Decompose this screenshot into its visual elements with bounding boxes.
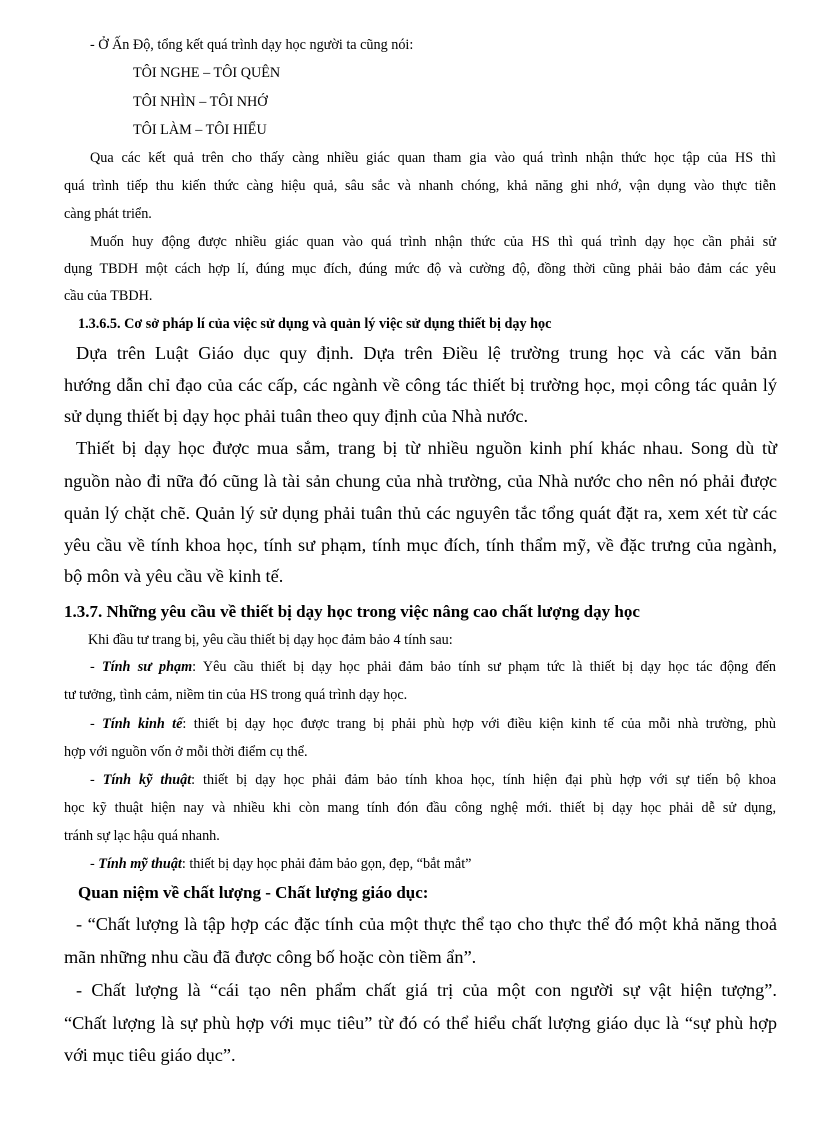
list-item: - Tính mỹ thuật: thiết bị dạy học phải đảm bảo gọn, đẹp, “bắt mắt” [90,856,472,872]
paragraph-line: hướng dẫn chỉ đạo của các cấp, các ngành về công tác thiết bị trường học, mọi công tác quản lý [64,375,777,395]
paragraph-line: quá trình tiếp thu kiến thức càng hiệu quả, sâu sắc và nhanh chóng, khả năng ghi nhớ, vận dụng vào thực tiễn [64,178,776,194]
section-heading: 1.3.6.5. Cơ sở pháp lí của việc sử dụng và quản lý việc sử dụng thiết bị dạy học [78,316,552,332]
paragraph-line: bộ môn và yêu cầu về kinh tế. [64,566,284,586]
list-item-continuation: hợp với nguồn vốn ở mỗi thời điểm cụ thể. [64,744,308,760]
paragraph-line: mãn những nhu cầu đã được công bố hoặc còn tiềm ẩn”. [64,947,477,967]
item-term: Tính kinh tế [102,716,183,732]
lead-line: Khi đầu tư trang bị, yêu cầu thiết bị dạy học đảm bảo 4 tính sau: [88,632,453,648]
saying-line: TÔI NHÌN – TÔI NHỚ [133,94,268,110]
list-item: - Tính kinh tế: thiết bị dạy học được trang bị phải phù hợp với điều kiện kinh tế của mỗi nhà trường, phù [90,716,776,732]
list-item-continuation: tư tưởng, tình cảm, niềm tin của HS trong quá trình dạy học. [64,687,408,703]
paragraph-line: Muốn huy động được nhiều giác quan vào quá trình nhận thức của HS thì quá trình dạy học cần phải sử [90,234,776,250]
item-term: Tính kỹ thuật [102,772,192,788]
section-heading: 1.3.7. Những yêu cầu về thiết bị dạy học trong việc nâng cao chất lượng dạy học [64,602,640,621]
intro-line: - Ở Ấn Độ, tổng kết quá trình dạy học người ta cũng nói: [90,37,414,53]
paragraph-line: - Chất lượng là “cái tạo nên phẩm chất giá trị của một con người sự vật hiện tượng”. [76,980,777,1000]
paragraph-line: nguồn nào đi nữa đó cũng là tài sản chung của nhà trường, của Nhà nước cho nên nó phải được [64,471,777,491]
paragraph-line: quản lý chặt chẽ. Quản lý sử dụng phải tuân thủ các nguyên tắc tổng quát đặt ra, xem xét từ các [64,503,777,523]
paragraph-line: yêu cầu về tính khoa học, tính sư phạm, tính mục đích, tính thẩm mỹ, về đặc trưng của ngành, [64,535,777,555]
paragraph-line: càng phát triển. [64,206,152,222]
section-heading: Quan niệm về chất lượng - Chất lượng giáo dục: [78,883,429,902]
paragraph-line: Thiết bị dạy học được mua sắm, trang bị từ nhiều nguồn kinh phí khác nhau. Song dù từ [76,438,777,458]
paragraph-line: “Chất lượng là sự phù hợp với mục tiêu” từ đó có thể hiểu chất lượng giáo dục là “sự phù hợp [64,1013,777,1033]
paragraph-line: dụng TBDH một cách hợp lí, đúng mục đích, đúng mức độ và cường độ, đồng thời cũng phải bảo đảm các yêu [64,261,776,277]
item-term: Tính mỹ thuật [98,856,182,872]
paragraph-line: cầu của TBDH. [64,288,153,304]
paragraph-line: Dựa trên Luật Giáo dục quy định. Dựa trên Điều lệ trường trung học và các văn bản [76,343,777,363]
list-item-continuation: tránh sự lạc hậu quá nhanh. [64,828,220,844]
saying-line: TÔI NGHE – TÔI QUÊN [133,65,281,81]
item-term: Tính sư phạm [102,659,193,675]
list-item-continuation: học kỹ thuật hiện nay và nhiều khi còn mang tính đón đầu công nghệ mới. thiết bị dạy học phải dễ sử dụng, [64,800,776,816]
saying-line: TÔI LÀM – TÔI HIỂU [133,122,267,138]
paragraph-line: Qua các kết quả trên cho thấy càng nhiều giác quan tham gia vào quá trình nhận thức học tập của HS thì [90,150,776,166]
list-item: - Tính kỹ thuật: thiết bị dạy học phải đảm bảo tính khoa học, tính hiện đại phù hợp với sự tiến bộ khoa [90,772,776,788]
list-item: - Tính sư phạm: Yêu cầu thiết bị dạy học phải đảm bảo tính sư phạm tức là thiết bị dạy học tác động đến [90,659,776,675]
paragraph-line: với mục tiêu giáo dục”. [64,1045,236,1065]
paragraph-line: - “Chất lượng là tập hợp các đặc tính của một thực thể tạo cho thực thể đó một khả năng thoả [76,914,777,934]
paragraph-line: sử dụng thiết bị dạy học phải tuân theo quy định của Nhà nước. [64,406,529,426]
